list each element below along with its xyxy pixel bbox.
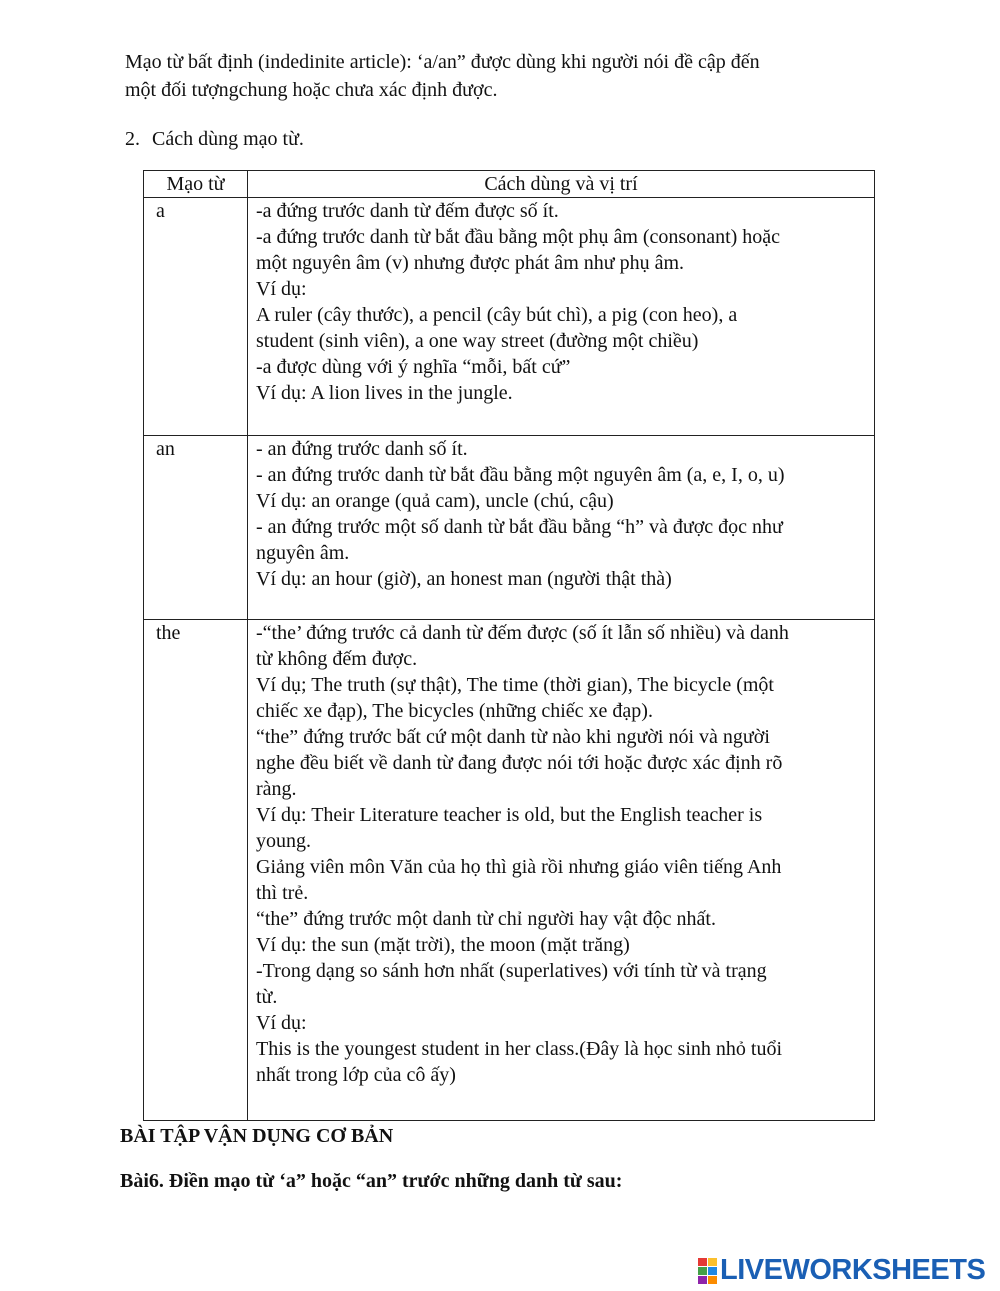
section-2-heading: [125, 125, 304, 153]
logo-block: [698, 1267, 707, 1275]
usage-line: Ví dụ:: [256, 1012, 307, 1034]
intro-line-2: một đối tượngchung hoặc chưa xác định được.: [125, 79, 498, 101]
usage-line: - an đứng trước danh số ít.: [256, 438, 468, 460]
usage-line: Ví dụ: an hour (giờ), an honest man (người thật thà): [256, 568, 672, 590]
usage-line: - an đứng trước danh từ bắt đầu bằng một nguyên âm (a, e, I, o, u): [256, 464, 785, 486]
usage-line: Ví dụ:: [256, 278, 307, 300]
section-title: Cách dùng mạo từ.: [152, 128, 304, 150]
liveworksheets-logo-icon: [698, 1258, 716, 1284]
usage-line: young.: [256, 830, 311, 852]
article-cell: the: [144, 620, 248, 1121]
usage-line: “the” đứng trước bất cứ một danh từ nào khi người nói và người: [256, 726, 770, 748]
exercise-task: Bài6. Điền mạo từ ‘a” hoặc “an” trước những danh từ sau:: [120, 1170, 623, 1192]
header-usage: Cách dùng và vị trí: [248, 171, 875, 198]
usage-line: từ.: [256, 986, 278, 1008]
usage-line: Ví dụ: A lion lives in the jungle.: [256, 382, 513, 404]
usage-line: “the” đứng trước một danh từ chỉ người hay vật độc nhất.: [256, 908, 716, 930]
usage-line: student (sinh viên), a one way street (đường một chiều): [256, 330, 699, 352]
usage-line: từ không đếm được.: [256, 648, 418, 670]
usage-line: -a đứng trước danh từ bắt đầu bằng một phụ âm (consonant) hoặc: [256, 226, 781, 248]
usage-line: chiếc xe đạp), The bicycles (những chiếc xe đạp).: [256, 700, 653, 722]
usage-line: -“the’ đứng trước cả danh từ đếm được (số ít lẫn số nhiều) và danh: [256, 622, 789, 644]
usage-line: nguyên âm.: [256, 542, 350, 564]
usage-cell: [248, 620, 875, 1121]
article-usage-table: [143, 170, 875, 1121]
usage-line: Ví dụ: the sun (mặt trời), the moon (mặt trăng): [256, 934, 630, 956]
usage-line: nghe đều biết về danh từ đang được nói tới hoặc được xác định rõ: [256, 752, 783, 774]
table-row: [144, 436, 875, 620]
liveworksheets-logo: [698, 1254, 985, 1287]
usage-line: -a đứng trước danh từ đếm được số ít.: [256, 200, 559, 222]
usage-cell: [248, 198, 875, 436]
usage-line: nhất trong lớp của cô ấy): [256, 1064, 456, 1086]
header-article: Mạo từ: [144, 171, 248, 198]
usage-line: ràng.: [256, 778, 297, 800]
usage-line: -Trong dạng so sánh hơn nhất (superlatives) với tính từ và trạng: [256, 960, 767, 982]
liveworksheets-logo-text: LIVEWORKSHEETS: [720, 1254, 986, 1286]
usage-line: - an đứng trước một số danh từ bắt đầu bằng “h” và được đọc như: [256, 516, 783, 538]
article-cell: an: [144, 436, 248, 620]
usage-line: Ví dụ: Their Literature teacher is old, but the English teacher is: [256, 804, 763, 826]
usage-line: Giảng viên môn Văn của họ thì già rồi nhưng giáo viên tiếng Anh: [256, 856, 782, 878]
table-header-row: [144, 171, 875, 198]
usage-line: Ví dụ: an orange (quả cam), uncle (chú, cậu): [256, 490, 614, 512]
logo-block: [698, 1258, 707, 1266]
table-row: [144, 620, 875, 1121]
usage-cell: [248, 436, 875, 620]
exercise-heading: BÀI TẬP VẬN DỤNG CƠ BẢN: [120, 1125, 394, 1147]
logo-block: [698, 1276, 707, 1284]
intro-paragraph: [125, 48, 885, 104]
section-number: 2.: [125, 128, 140, 150]
article-cell: a: [144, 198, 248, 436]
usage-line: A ruler (cây thước), a pencil (cây bút chì), a pig (con heo), a: [256, 304, 738, 326]
usage-line: một nguyên âm (v) nhưng được phát âm như phụ âm.: [256, 252, 685, 274]
logo-block: [708, 1267, 717, 1275]
table-row: [144, 198, 875, 436]
usage-line: thì trẻ.: [256, 882, 309, 904]
usage-line: This is the youngest student in her class.(Đây là học sinh nhỏ tuổi: [256, 1038, 783, 1060]
usage-line: Ví dụ; The truth (sự thật), The time (thời gian), The bicycle (một: [256, 674, 774, 696]
logo-block: [708, 1258, 717, 1266]
intro-line-1: Mạo từ bất định (indedinite article): ‘a/an” được dùng khi người nói đề cập đến: [125, 51, 760, 73]
logo-block: [708, 1276, 717, 1284]
usage-line: -a được dùng với ý nghĩa “mỗi, bất cứ”: [256, 356, 571, 378]
